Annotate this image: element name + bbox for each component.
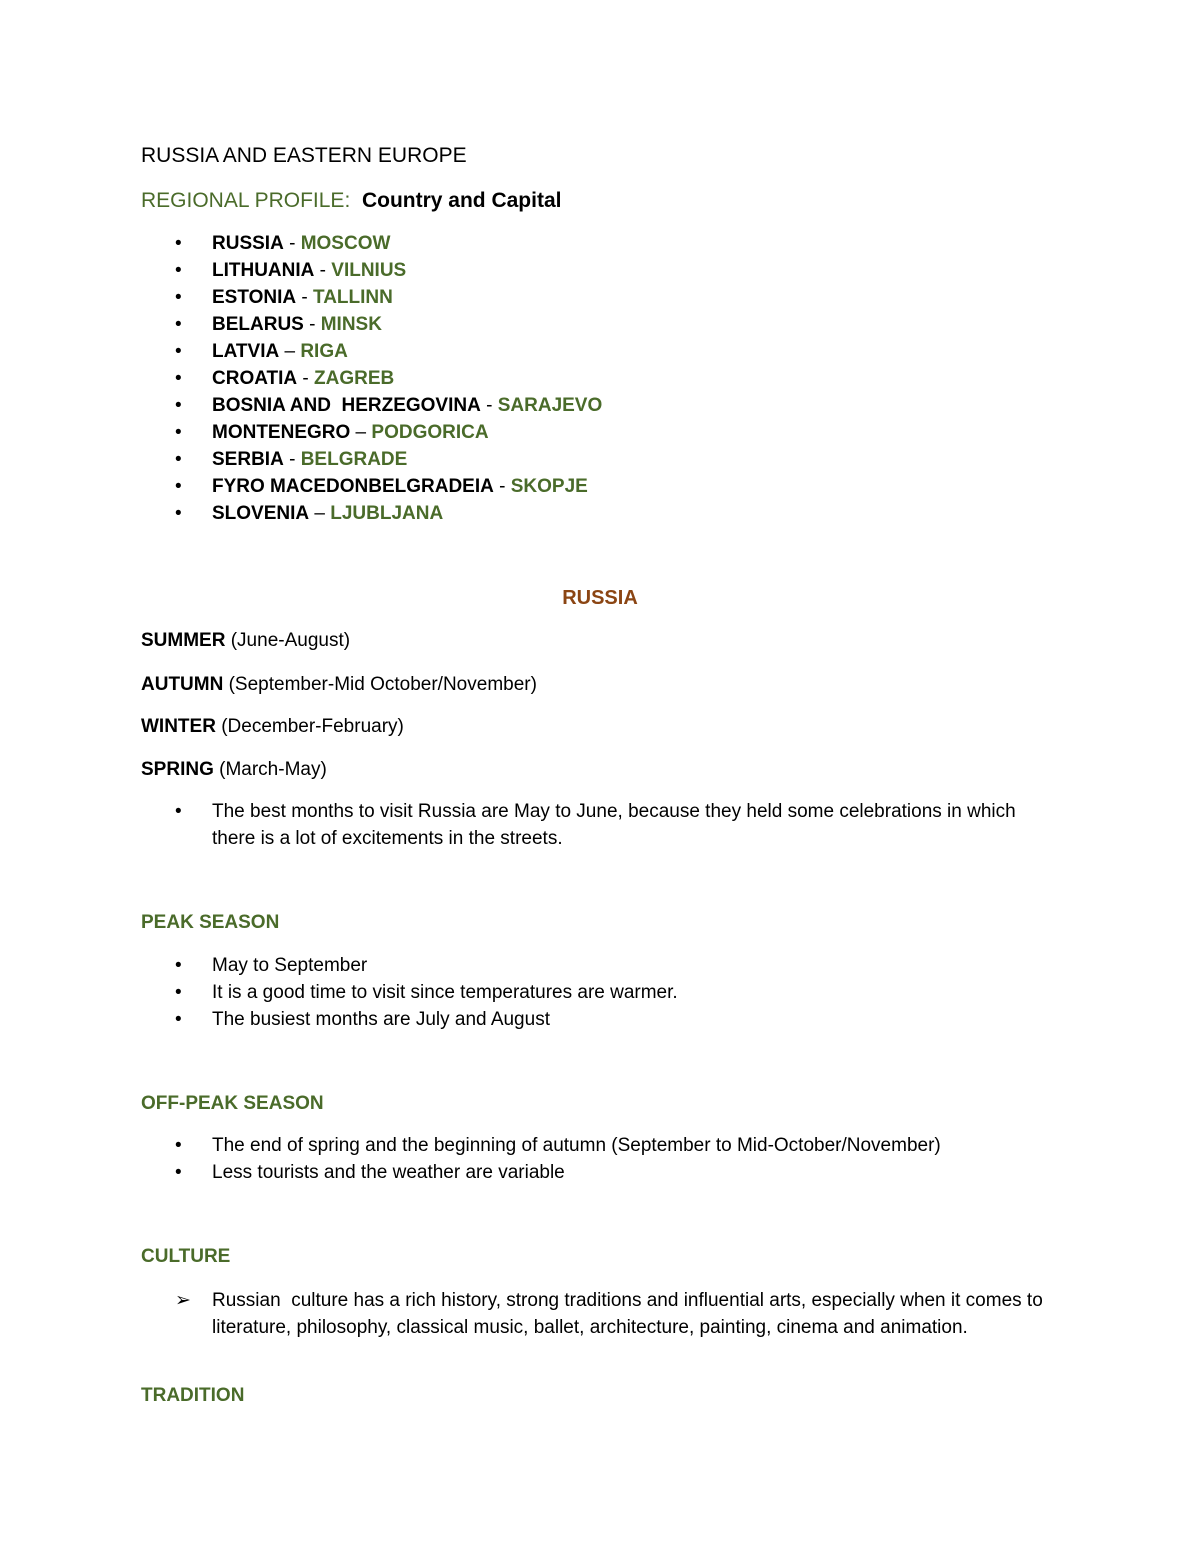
capital-name: TALLINN <box>313 287 393 308</box>
country-name: BOSNIA AND HERZEGOVINA <box>212 395 481 416</box>
list-item <box>141 979 1062 1006</box>
list-item <box>141 257 602 284</box>
bullet-icon: • <box>175 982 182 1003</box>
tradition-heading: TRADITION <box>141 1385 245 1406</box>
separator: - <box>480 395 498 416</box>
list-item <box>141 798 1062 852</box>
country-name: LITHUANIA <box>212 260 315 281</box>
peak-season-heading: PEAK SEASON <box>141 912 280 933</box>
bullet-icon: • <box>175 260 182 281</box>
separator: – <box>309 503 331 524</box>
bullet-icon: • <box>175 449 182 470</box>
best-months-list <box>141 798 1062 852</box>
country-name: BELARUS <box>212 314 304 335</box>
capital-name: BELGRADE <box>300 449 408 470</box>
capital-name: PODGORICA <box>371 422 489 443</box>
bullet-icon: • <box>175 801 182 822</box>
bullet-icon: • <box>175 314 182 335</box>
bullet-icon: • <box>175 368 182 389</box>
season-name: AUTUMN <box>141 674 224 695</box>
off-peak-season-heading: OFF-PEAK SEASON <box>141 1093 324 1114</box>
bullet-icon: • <box>175 233 182 254</box>
season-summer <box>141 628 350 654</box>
culture-text: Russian culture has a rich history, strong traditions and influential arts, especially when it comes to literature, philosophy, classical music, ballet, architecture, painting, cinema and animation. <box>212 1290 1049 1338</box>
bullet-icon: • <box>175 1135 182 1156</box>
bullet-icon: • <box>175 476 182 497</box>
list-item <box>141 500 602 527</box>
regional-profile-heading <box>141 188 561 214</box>
season-winter <box>141 714 404 740</box>
bullet-icon: • <box>175 395 182 416</box>
bullet-icon: • <box>175 1009 182 1030</box>
document-title: RUSSIA AND EASTERN EUROPE <box>141 144 467 167</box>
culture-heading: CULTURE <box>141 1246 231 1267</box>
list-item <box>141 284 602 311</box>
country-name: RUSSIA <box>212 233 284 254</box>
separator: - <box>296 287 313 308</box>
peak-season-item: The busiest months are July and August <box>212 1009 550 1030</box>
peak-season-item: It is a good time to visit since temperatures are warmer. <box>212 982 678 1003</box>
off-peak-season-item: The end of spring and the beginning of autumn (September to Mid-October/November) <box>212 1135 941 1156</box>
country-name: ESTONIA <box>212 287 297 308</box>
separator: - <box>283 449 301 470</box>
season-range: (December-February) <box>215 716 404 737</box>
separator: - <box>297 368 315 389</box>
capital-name: ZAGREB <box>314 368 395 389</box>
bullet-icon: • <box>175 287 182 308</box>
bullet-icon: • <box>175 422 182 443</box>
off-peak-season-item: Less tourists and the weather are variable <box>212 1162 565 1183</box>
separator: - <box>303 314 321 335</box>
list-item <box>141 365 602 392</box>
list-item <box>141 392 602 419</box>
season-range: (June-August) <box>225 630 351 651</box>
separator: - <box>314 260 332 281</box>
peak-season-list <box>141 952 1062 1033</box>
separator: – <box>279 341 301 362</box>
list-item <box>141 338 602 365</box>
country-name: FYRO MACEDONBELGRADEIA <box>212 476 494 497</box>
best-months-note: The best months to visit Russia are May to June, because they held some celebrations in which there is a lot of excitements in the streets. <box>212 801 1016 849</box>
list-item <box>141 311 602 338</box>
list-item <box>141 952 1062 979</box>
season-name: WINTER <box>141 716 216 737</box>
capital-name: MINSK <box>320 314 382 335</box>
bullet-icon: • <box>175 955 182 976</box>
list-item <box>141 1159 1062 1186</box>
list-item <box>141 1287 1052 1341</box>
separator: - <box>493 476 511 497</box>
bullet-icon: • <box>175 341 182 362</box>
capital-name: SARAJEVO <box>497 395 603 416</box>
arrow-bullet-icon: ➢ <box>175 1290 191 1311</box>
list-item <box>141 230 602 257</box>
capital-name: SKOPJE <box>510 476 588 497</box>
capital-name: VILNIUS <box>331 260 407 281</box>
russia-heading: RUSSIA <box>562 587 638 609</box>
list-item <box>141 1006 1062 1033</box>
off-peak-season-list <box>141 1132 1112 1186</box>
season-range: (March-May) <box>213 759 327 780</box>
country-name: SLOVENIA <box>212 503 310 524</box>
season-name: SUMMER <box>141 630 226 651</box>
capital-name: LJUBLJANA <box>330 503 444 524</box>
season-autumn <box>141 672 537 698</box>
season-spring <box>141 757 327 783</box>
list-item <box>141 419 602 446</box>
capital-name: MOSCOW <box>300 233 391 254</box>
bullet-icon: • <box>175 503 182 524</box>
capital-name: RIGA <box>300 341 348 362</box>
country-name: CROATIA <box>212 368 298 389</box>
season-range: (September-Mid October/November) <box>223 674 537 695</box>
season-name: SPRING <box>141 759 214 780</box>
country-capital-list <box>141 230 602 527</box>
culture-list <box>141 1287 1052 1341</box>
regional-profile-subtitle: Country and Capital <box>361 189 562 212</box>
bullet-icon: • <box>175 1162 182 1183</box>
country-name: LATVIA <box>212 341 280 362</box>
country-name: MONTENEGRO <box>212 422 351 443</box>
list-item <box>141 1132 1112 1159</box>
separator: - <box>283 233 301 254</box>
list-item <box>141 446 602 473</box>
regional-profile-label: REGIONAL PROFILE: <box>141 189 351 212</box>
country-name: SERBIA <box>212 449 284 470</box>
list-item <box>141 473 602 500</box>
separator: – <box>350 422 372 443</box>
peak-season-item: May to September <box>212 955 368 976</box>
